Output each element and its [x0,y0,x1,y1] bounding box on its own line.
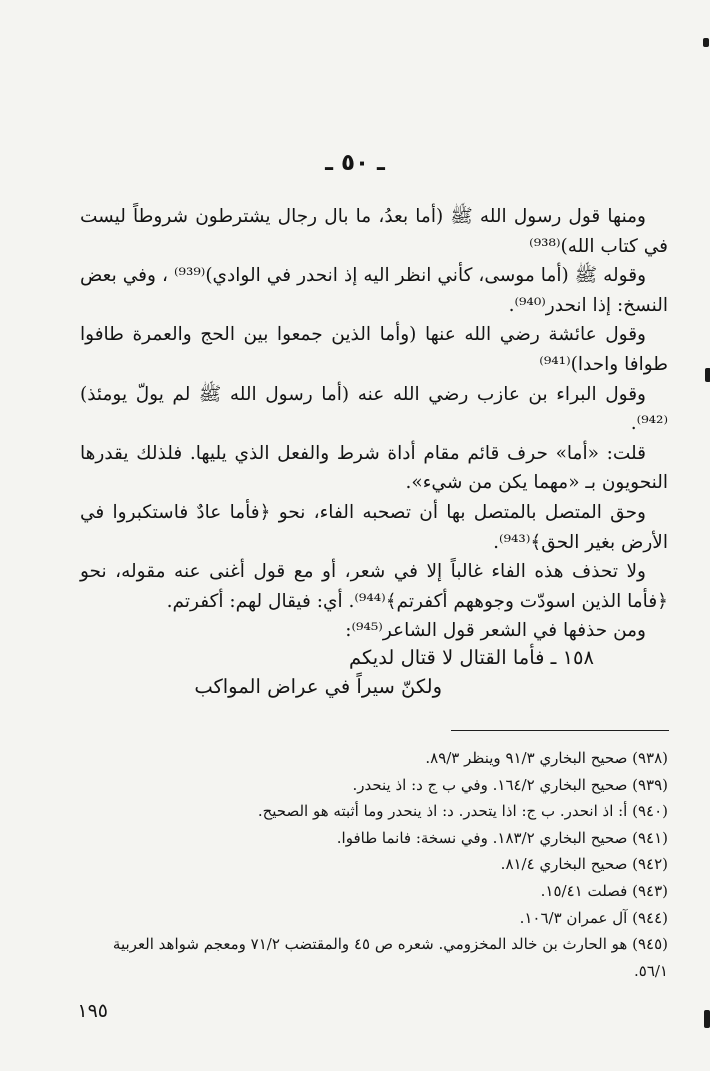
paragraph: قلت: «أما» حرف قائم مقام أداة شرط والفعل الذي يليها. فلذلك يقدرها النحويون بـ «مهما يكن من شيء». [80,442,668,494]
section-number: ـ ٥٠ ـ [325,150,385,176]
footnote: (٩٤٤) آل عمران ١٠٦/٣. [519,908,668,927]
footnote-divider [451,730,669,731]
scan-edge-mark [705,368,710,382]
footnotes [96,745,668,984]
paragraph: ولا تحذف هذه الفاء غالباً إلا في شعر، أو مع قول أغنى عنه مقوله، نحو ﴿فأما الذين اسودّت وجوههم أكفرتم﴾⁽⁹⁴⁴⁾. أي: فيقال لهم: أكفرتم. [80,561,668,612]
footnote: (٩٤٢) صحيح البخاري ٨١/٤. [500,855,668,874]
footnote: (٩٤١) صحيح البخاري ١٨٣/٢. وفي نسخة: فانما طافوا. [336,828,668,847]
paragraph: وحق المتصل بالمتصل بها أن تصحبه الفاء، نحو ﴿فأما عادٌ فاستكبروا في الأرض بغير الحق﴾⁽⁹⁴³⁾. [80,501,668,553]
main-text [80,202,668,646]
page-number: ١٩٥ [77,1000,108,1022]
paragraph: ومن حذفها في الشعر قول الشاعر⁽⁹⁴⁵⁾: [345,620,646,642]
footnote: (٩٣٨) صحيح البخاري ٩١/٣ وينظر ٨٩/٣. [425,749,668,767]
paragraph: وقوله ﷺ (أما موسى، كأني انظر اليه إذ انحدر في الوادي)⁽⁹³⁹⁾ ، وفي بعض النسخ: إذا انحدر⁽⁹⁴⁰⁾. [80,265,668,316]
footnote: (٩٤٣) فصلت ١٥/٤١. [540,881,668,900]
poem-verse-second-hemistich: ولكنّ سيراً في عراض المواكب [194,675,442,698]
footnote: (٩٣٩) صحيح البخاري ١٦٤/٢. وفي ب ج د: اذ ينحدر. [352,775,668,794]
footnote: (٩٤٠) أ: اذ انحدر. ب ج: اذا يتحدر. د: اذ ينحدر وما أثبته هو الصحيح. [257,802,668,821]
poem-verse-first-hemistich: ١٥٨ ـ فأما القتال لا قتال لديكم [349,646,594,669]
scan-edge-mark [703,38,709,47]
paragraph: وقول البراء بن عازب رضي الله عنه (أما رسول الله ﷺ لم يولّ يومئذ)⁽⁹⁴²⁾. [80,383,668,435]
paragraph: ومنها قول رسول الله ﷺ (أما بعدُ، ما بال رجال يشترطون شروطاً ليست في كتاب الله)⁽⁹³⁸⁾ [80,206,668,257]
footnote: (٩٤٥) هو الحارث بن خالد المخزومي. شعره ص ٤٥ والمقتضب ٧١/٢ ومعجم شواهد العربية ٥٦/١. [112,935,668,980]
paragraph: وقول عائشة رضي الله عنها (وأما الذين جمعوا بين الحج والعمرة طافوا طوافا واحدا)⁽⁹⁴¹⁾ [80,324,668,375]
scan-edge-mark [704,1010,710,1028]
